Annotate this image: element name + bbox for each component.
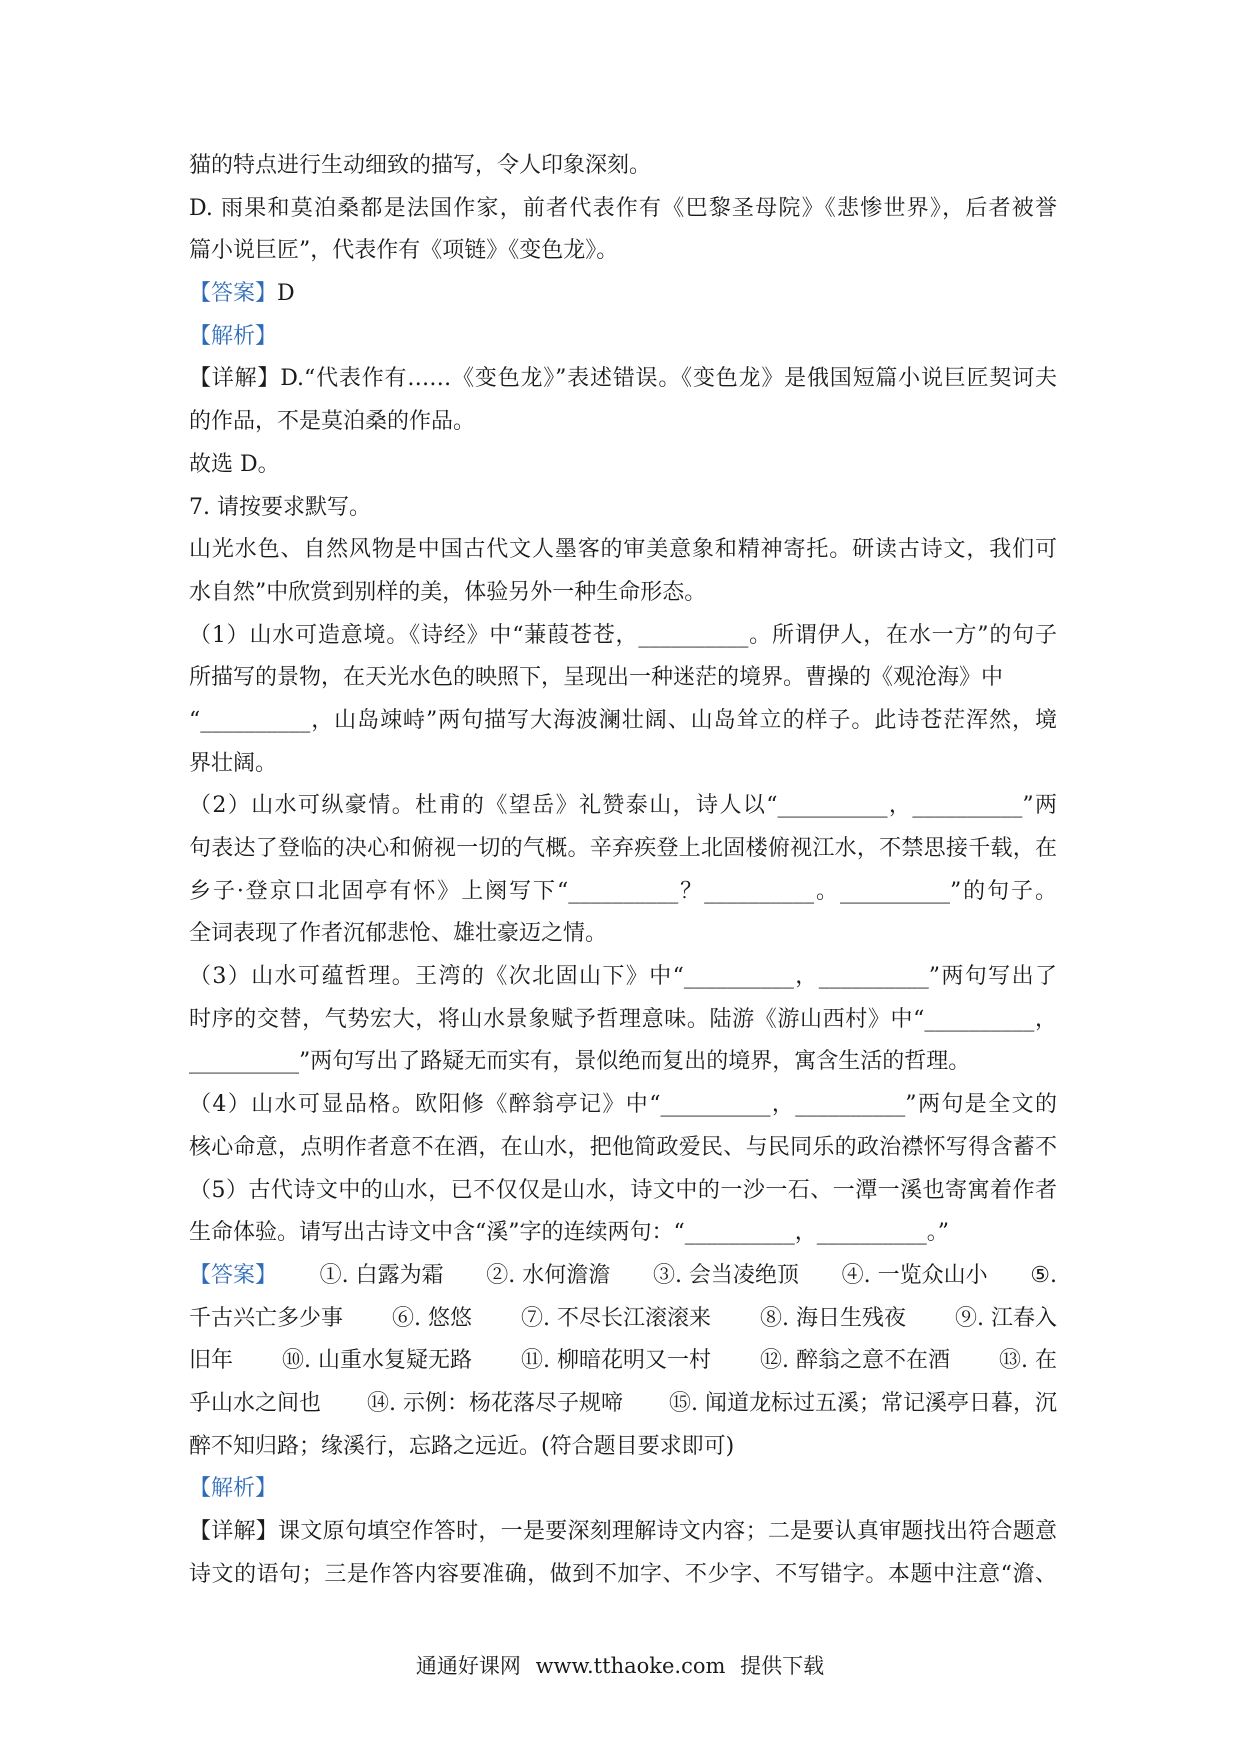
answer-item: ⑨. 江春入 [954, 1305, 1057, 1331]
detail-text: 课文原句填空作答时，一是要深刻理解诗文内容；二是要认真审题找出符合题意 [278, 1519, 1057, 1544]
q7-analysis [189, 1468, 1057, 1511]
answer-item: ⑪. 柳暗花明又一村 [520, 1348, 711, 1374]
detail-text: D.“代表作有……《变色龙》”表述错误。《变色龙》是俄国短篇小说巨匠契诃夫 [280, 366, 1057, 392]
q6-conclusion: 故选 D。 [189, 451, 280, 477]
answer-item: ⑫. 醉翁之意不在酒 [759, 1348, 950, 1374]
q7-answer-line: 醉不知归路；缘溪行，忘路之远近。(符合题目要求即可) [189, 1433, 735, 1459]
answer-item: ①. 白露为霜 [319, 1262, 444, 1288]
q7-answer-row [189, 1383, 1057, 1426]
q7-part-line: 核心命意，点明作者意不在酒，在山水，把他简政爱民、与民同乐的政治襟怀写得含蓄不 [189, 1134, 1057, 1160]
answer-value: D [277, 281, 295, 307]
q6-detail-line [189, 358, 1057, 401]
q7-detail-line: 诗文的语句；三是作答内容要准确，做到不加字、不少字、不写错字。本题中注意“澹、 [189, 1561, 1057, 1587]
q7-part-line: （1）山水可造意境。《诗经》中“蒹葭苍苍，__________。所谓伊人，在水一方”的句子 [189, 622, 1057, 648]
analysis-tag: 【解析】 [189, 323, 278, 349]
q7-part-line: 乡子·登京口北固亭有怀》上阕写下“__________？__________。__________”的句子。 [189, 878, 1057, 904]
q7-part-line: 所描写的景物，在天光水色的映照下，呈现出一种迷茫的境界。曹操的《观沧海》中 [189, 665, 1004, 691]
text-line: 猫的特点进行生动细致的描写，令人印象深刻。 [189, 153, 652, 178]
q6-answer [189, 273, 1057, 316]
q7-part-line: （5）古代诗文中的山水，已不仅仅是山水，诗文中的一沙一石、一潭一溪也寄寓着作者 [189, 1177, 1057, 1203]
option-d-line: D. 雨果和莫泊桑都是法国作家，前者代表作有《巴黎圣母院》《悲惨世界》，后者被誉 [189, 195, 1057, 221]
answer-item: ⑭. 示例：杨花落尽子规啼 [367, 1390, 623, 1416]
answer-tag: 【答案】 [189, 281, 278, 307]
answer-tag: 【答案】 [189, 1262, 278, 1288]
q7-answer-row [189, 1255, 1057, 1298]
answer-item: ③. 会当凌绝顶 [652, 1262, 799, 1288]
answer-item: 乎山水之间也 [189, 1390, 322, 1416]
q7-part-line: 句表达了登临的决心和俯视一切的气概。辛弃疾登上北固楼俯视江水，不禁思接千载，在 [189, 836, 1057, 861]
answer-item: 旧年 [189, 1348, 234, 1374]
answer-item: 千古兴亡多少事 [189, 1305, 344, 1331]
answer-item: ⑩. 山重水复疑无路 [282, 1348, 472, 1374]
answer-item: ⑮. 闻道龙标过五溪；常记溪亭日暮，沉 [668, 1390, 1057, 1416]
q7-part-line: 生命体验。请写出古诗文中含“溪”字的连续两句：“__________，__________。” [189, 1220, 949, 1246]
answer-item: ⑥. 悠悠 [392, 1305, 472, 1331]
detail-tag: 【详解】 [189, 1519, 279, 1544]
answer-item: ⑦. 不尽长江滚滚来 [520, 1305, 711, 1331]
q7-part-line: 时序的交替，气势宏大，将山水景象赋予哲理意味。陆游《游山西村》中“__________， [189, 1006, 1057, 1032]
q7-part-line: 全词表现了作者沉郁悲怆、雄壮豪迈之情。 [189, 921, 608, 947]
text-line: 篇小说巨匠”，代表作有《项链》《变色龙》。 [189, 238, 619, 264]
q7-part-line: “__________，山岛竦峙”两句描写大海波澜壮阔、山岛耸立的样子。此诗苍茫浑然，境 [189, 707, 1057, 733]
answer-item: ⑤. [1030, 1262, 1057, 1288]
q7-part-line: （2）山水可纵豪情。杜甫的《望岳》礼赞泰山，诗人以“__________，__________”两 [189, 793, 1057, 819]
q6-detail-line: 的作品，不是莫泊桑的作品。 [189, 409, 476, 435]
q6-analysis [189, 316, 1057, 359]
answer-item: ④. 一览众山小 [841, 1262, 988, 1288]
answer-item: ⑧. 海日生残夜 [759, 1305, 906, 1331]
analysis-tag: 【解析】 [189, 1476, 278, 1502]
q7-part-line: 界壮阔。 [189, 750, 278, 776]
q7-answer-row [189, 1340, 1057, 1383]
q7-part-line: （4）山水可显品格。欧阳修《醉翁亭记》中“__________，__________”两句是全文的 [189, 1092, 1057, 1118]
q7-detail-line [189, 1511, 1057, 1554]
page-footer [0, 1650, 1240, 1680]
q7-intro-line: 山光水色、自然风物是中国古代文人墨客的审美意象和精神寄托。研读古诗文，我们可 [189, 537, 1057, 563]
footer-suffix: 提供下载 [740, 1654, 825, 1678]
q7-part-line: __________”两句写出了路疑无而实有，景似绝而复出的境界，寓含生活的哲理。 [189, 1049, 971, 1075]
answer-item: ⑬. 在 [998, 1348, 1057, 1374]
footer-url: www.tthaoke.com [535, 1654, 726, 1678]
q7-intro-line: 水自然”中欣赏到别样的美，体验另外一种生命形态。 [189, 579, 707, 605]
answer-item: ②. 水何澹澹 [486, 1262, 611, 1288]
document-body [189, 145, 1057, 1596]
detail-tag: 【详解】 [189, 366, 281, 392]
q7-title: 7. 请按要求默写。 [189, 494, 371, 520]
q7-part-line: （3）山水可蕴哲理。王湾的《次北固山下》中“__________，__________”两句写出了 [189, 964, 1057, 990]
footer-site-name: 通通好课网 [415, 1654, 521, 1678]
q7-answer-row [189, 1298, 1057, 1341]
